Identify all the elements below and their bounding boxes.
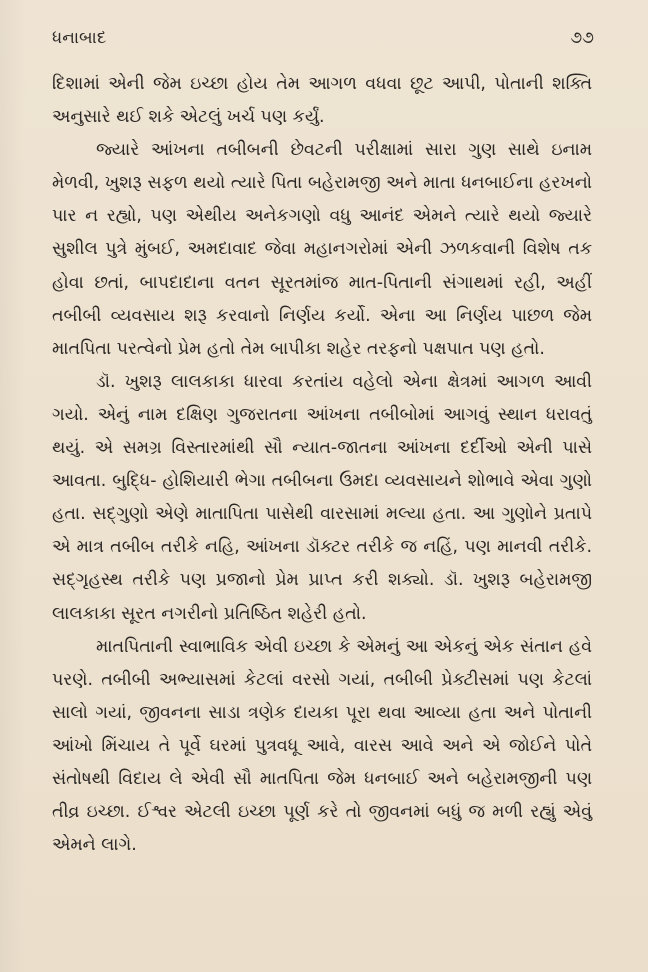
body-text — [52, 68, 592, 862]
paragraph-1: દિશામાં એની જેમ ઇચ્છા હોય તેમ આગળ વધવા છૂટ આપી, પોતાની શક્તિ અનુસારે થઈ શકે એટલું ખર્ચ પણ કર્યું. — [52, 74, 592, 128]
running-title: ધનાબાદ — [52, 28, 107, 48]
paragraph-4: માતપિતાની સ્વાભાવિક એવી ઇચ્છા કે એમનું આ એકનું એક સંતાન હવે પરણે. તબીબી અભ્યાસમાં કેટલાં વરસો ગયાં, તબીબી પ્રેક્ટીસમાં પણ કેટલાં સાલો ગયાં, જીવનના સાડા ત્રણેક દાયકા પૂરા થવા આવ્યા હતા અને પોતાની આંખો મિંચાય તે પૂર્વે ઘરમાં પુત્રવધૂ આવે, વારસ આવે અને એ જોઈને પોતે સંતોષથી વિદાય લે એવી સૌ માતપિતા જેમ ધનબાઈ અને બહેરામજીની પણ તીવ્ર ઇચ્છા. ઈશ્વર એટલી ઇચ્છા પૂર્ણ કરે તો જીવનમાં બધું જ મળી રહ્યું એવું એમને લાગે. — [52, 636, 592, 856]
paragraph-3: ડૉ. ખુશરૂ લાલકાકા ધારવા કરતાંય વહેલો એના ક્ષેત્રમાં આગળ આવી ગયો. એનું નામ દક્ષિણ ગુજરાતના આંખના તબીબોમાં આગવું સ્થાન ધરાવતું થયું. એ સમગ્ર વિસ્તારમાંથી સૌ ન્યાત-જાતના આંખના દર્દીઓ એની પાસે આવતા. બુદ્ધિ- હોશિયારી ભેગા તબીબના ઉમદા વ્યવસાયને શોભાવે એવા ગુણો હતા. સદ્‌ગુણો એણે માતાપિતા પાસેથી વારસામાં મલ્યા હતા. આ ગુણોને પ્રતાપે એ માત્ર તબીબ તરીકે નહિ, આંખના ડૉક્ટર તરીકે જ નહિં, પણ માનવી તરીકે. સદ્‌ગૃહસ્થ તરીકે પણ પ્રજાનો પ્રેમ પ્રાપ્ત કરી શક્યો. ડૉ. ખુશરૂ બહેરામજી લાલકાકા સૂરત નગરીનો પ્રતિષ્ઠિત શહેરી હતો. — [52, 371, 592, 624]
page-header — [52, 26, 594, 50]
page-number: ૭૭ — [570, 28, 594, 48]
paragraph-2: જ્યારે આંખના તબીબની છેવટની પરીક્ષામાં સારા ગુણ સાથે ઇનામ મેળવી, ખુશરૂ સફળ થયો ત્યારે પિતા બહેરામજી અને માતા ધનબાઈના હરખનો પાર ન રહ્યો, પણ એથીય અનેકગણો વધુ આનંદ એમને ત્યારે થયો જ્યારે સુશીલ પુત્રે મુંબઈ, અમદાવાદ જેવા મહાનગરોમાં એની ઝળકવાની વિશેષ તક હોવા છતાં, બાપદાદાના વતન સૂરતમાંજ માત-પિતાની સંગાથમાં રહી, અહીં તબીબી વ્યવસાય શરૂ કરવાનો નિર્ણય કર્યો. એના આ નિર્ણય પાછળ જેમ માતપિતા પરત્વેનો પ્રેમ હતો તેમ બાપીકા શહેર તરફનો પક્ષપાત પણ હતો. — [52, 140, 592, 359]
